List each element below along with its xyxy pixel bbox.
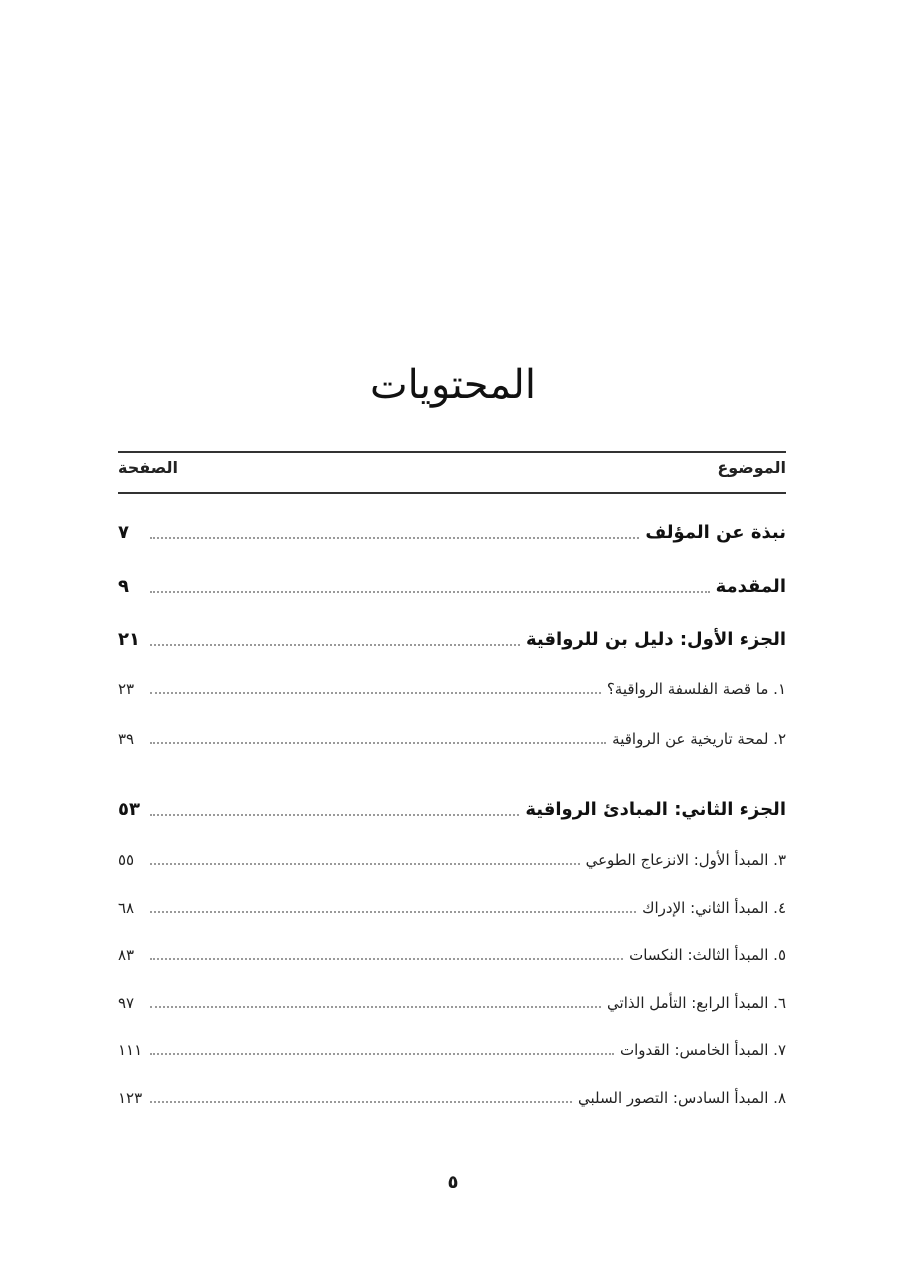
toc-entry-label: المقدمة xyxy=(715,576,786,597)
toc-entry[interactable] xyxy=(118,522,786,543)
dot-leader xyxy=(150,863,580,865)
toc-entry-label: نبذة عن المؤلف xyxy=(645,522,786,543)
toc-entry-page: ٨٣ xyxy=(118,946,135,964)
toc-entry[interactable] xyxy=(118,680,786,698)
dot-leader xyxy=(150,1101,572,1103)
toc-entry[interactable] xyxy=(118,946,786,964)
toc-entry-label: ٨. المبدأ السادس: التصور السلبي xyxy=(578,1089,786,1107)
toc-entry-label: ٤. المبدأ الثاني: الإدراك xyxy=(642,899,786,917)
toc-entry-label: الجزء الأول: دليل بن للرواقية xyxy=(525,629,786,650)
dot-leader xyxy=(150,742,606,744)
toc-entry[interactable] xyxy=(118,994,786,1012)
header-topic: الموضوع xyxy=(717,458,786,477)
toc-entry-page: ٢١ xyxy=(118,629,140,650)
toc-entry-label: ٣. المبدأ الأول: الانزعاج الطوعي xyxy=(585,851,786,869)
toc-entry[interactable] xyxy=(118,899,786,917)
toc-entry-label: الجزء الثاني: المبادئ الرواقية xyxy=(525,799,786,820)
toc-entry-label: ٥. المبدأ الثالث: النكسات xyxy=(629,946,786,964)
dot-leader xyxy=(150,537,639,539)
toc-entry[interactable] xyxy=(118,1041,786,1059)
toc-entry-page: ١٢٣ xyxy=(118,1089,143,1107)
toc-entry-label: ١. ما قصة الفلسفة الرواقية؟ xyxy=(606,680,786,698)
dot-leader xyxy=(150,814,519,816)
toc-entry-page: ٩ xyxy=(118,576,129,597)
dot-leader xyxy=(150,1053,614,1055)
toc-entry[interactable] xyxy=(118,730,786,748)
toc-header xyxy=(118,458,786,486)
toc-entry-label: ٧. المبدأ الخامس: القدوات xyxy=(619,1041,786,1059)
header-page: الصفحة xyxy=(118,458,179,477)
toc-entry-label: ٢. لمحة تاريخية عن الرواقية xyxy=(612,730,786,748)
header-bottom-rule xyxy=(118,492,786,494)
dot-leader xyxy=(150,692,601,694)
page-title: المحتويات xyxy=(370,362,536,408)
toc-entry-page: ٢٣ xyxy=(118,680,135,698)
page-number: ٥ xyxy=(447,1172,459,1193)
toc-entry-page: ٥٥ xyxy=(118,851,135,869)
header-top-rule xyxy=(118,451,786,453)
toc-entry-page: ٥٣ xyxy=(118,799,140,820)
dot-leader xyxy=(150,958,623,960)
toc-entry[interactable] xyxy=(118,851,786,869)
toc-entry[interactable] xyxy=(118,799,786,820)
toc-entry-page: ٦٨ xyxy=(118,899,135,917)
toc-entry[interactable] xyxy=(118,1089,786,1107)
toc-entry-page: ١١١ xyxy=(118,1041,143,1059)
dot-leader xyxy=(150,911,636,913)
toc-entry-page: ٣٩ xyxy=(118,730,135,748)
toc-entry-page: ٩٧ xyxy=(118,994,135,1012)
dot-leader xyxy=(150,644,520,646)
dot-leader xyxy=(150,1006,601,1008)
toc-entry[interactable] xyxy=(118,576,786,597)
dot-leader xyxy=(150,591,710,593)
toc-entry-page: ٧ xyxy=(118,522,129,543)
toc-entry[interactable] xyxy=(118,629,786,650)
toc-entry-label: ٦. المبدأ الرابع: التأمل الذاتي xyxy=(607,994,786,1012)
